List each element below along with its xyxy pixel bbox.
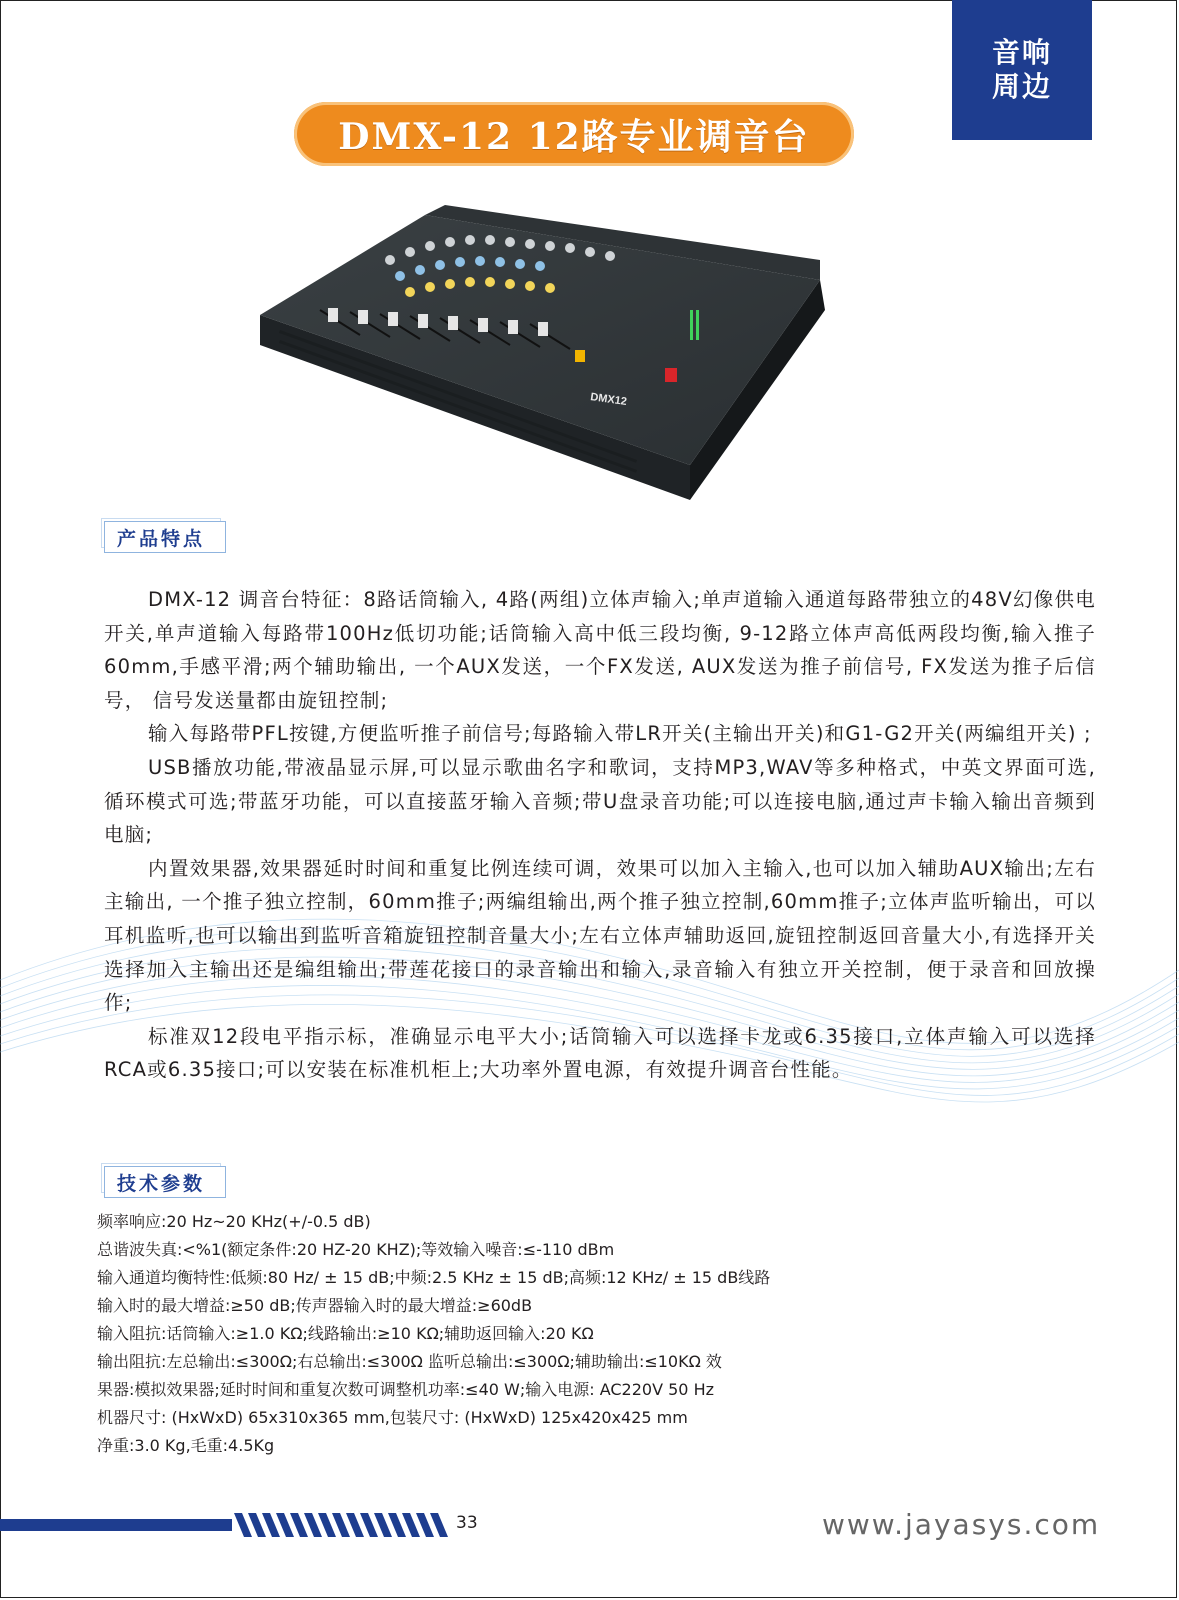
mixer-model-label: DMX12: [589, 391, 628, 409]
spec-line: 输入通道均衡特性:低频:80 Hz/ ± 15 dB;中频:2.5 KHz ± 15 dB;高频:12 KHz/ ± 15 dB线路: [97, 1268, 771, 1287]
page-number: 33: [456, 1513, 478, 1533]
spec-line: 机器尺寸: (HxWxD) 65x310x365 mm,包装尺寸: (HxWxD) 125x420x425 mm: [97, 1408, 688, 1427]
mixer-product-image: [250, 200, 850, 520]
spec-line: 输入时的最大增益:≥50 dB;传声器输入时的最大增益:≥60dB: [97, 1296, 533, 1315]
page-title: DMX-12 12路专业调音台: [338, 115, 810, 158]
features-text: [104, 583, 1096, 1087]
spec-line: 净重:3.0 Kg,毛重:4.5Kg: [97, 1436, 275, 1455]
specs-list: [97, 1208, 997, 1460]
feature-paragraph: 内置效果器,效果器延时时间和重复比例连续可调，效果可以加入主输入,也可以加入辅助AUX输出;左右主输出, 一个推子独立控制，60mm推子;两编组输出,两个推子独立控制,60mm推子;立体声监听输出，可以耳机监听,也可以输出到监听音箱旋钮控制音量大小;左右立体声辅助返回,旋钮控制返回音量大小,有选择开关选择加入主输出还是编组输出;带莲花接口的录音输出和输入,录音输入有独立开关控制，便于录音和回放操作;: [104, 856, 1096, 1015]
category-tab-line1: 音响: [991, 36, 1052, 69]
category-tab: [952, 0, 1092, 140]
feature-paragraph: USB播放功能,带液晶显示屏,可以显示歌曲名字和歌词，支持MP3,WAV等多种格式，中英文界面可选,循环模式可选;带蓝牙功能，可以直接蓝牙输入音频;带U盘录音功能;可以连接电脑,通过声卡输入输出音频到电脑;: [104, 755, 1096, 847]
category-tab-line2: 周边: [991, 70, 1052, 103]
spec-line: 频率响应:20 Hz~20 KHz(+/-0.5 dB): [97, 1212, 371, 1231]
spec-line: 输入阻抗:话筒输入:≥1.0 KΩ;线路输出:≥10 KΩ;辅助返回输入:20 KΩ: [97, 1324, 594, 1343]
spec-line: 输出阻抗:左总输出:≤300Ω;右总输出:≤300Ω 监听总输出:≤300Ω;辅助输出:≤10KΩ 效: [97, 1352, 722, 1371]
specs-heading: 技术参数: [104, 1166, 226, 1198]
features-heading: 产品特点: [104, 521, 226, 553]
spec-line: 总谐波失真:<%1(额定条件:20 HZ-20 KHZ);等效输入噪音:≤-110 dBm: [97, 1240, 615, 1259]
feature-paragraph: 输入每路带PFL按键,方便监听推子前信号;每路输入带LR开关(主输出开关)和G1-G2开关(两编组开关) ;: [148, 722, 1092, 746]
feature-paragraph: DMX-12 调音台特征：8路话筒输入, 4路(两组)立体声输入;单声道输入通道每路带独立的48V幻像供电开关,单声道输入每路带100Hz低切功能;话筒输入高中低三段均衡, 9-12路立体声高低两段均衡,输入推子60mm,手感平滑;两个辅助输出, 一个AUX发送，一个FX发送, AUX发送为推子前信号, FX发送为推子后信号， 信号发送量都由旋钮控制;: [104, 588, 1096, 712]
footer-stripe-decoration: [0, 1513, 450, 1537]
title-banner: [294, 102, 854, 166]
website-url: www.jayasys.com: [822, 1508, 1101, 1541]
feature-paragraph: 标准双12段电平指示标，准确显示电平大小;话筒输入可以选择卡龙或6.35接口,立体声输入可以选择RCA或6.35接口;可以安装在标准机柜上;大功率外置电源，有效提升调音台性能。: [104, 1024, 1096, 1082]
spec-line: 果器:模拟效果器;延时时间和重复次数可调整机功率:≤40 W;输入电源: AC220V 50 Hz: [97, 1380, 714, 1399]
